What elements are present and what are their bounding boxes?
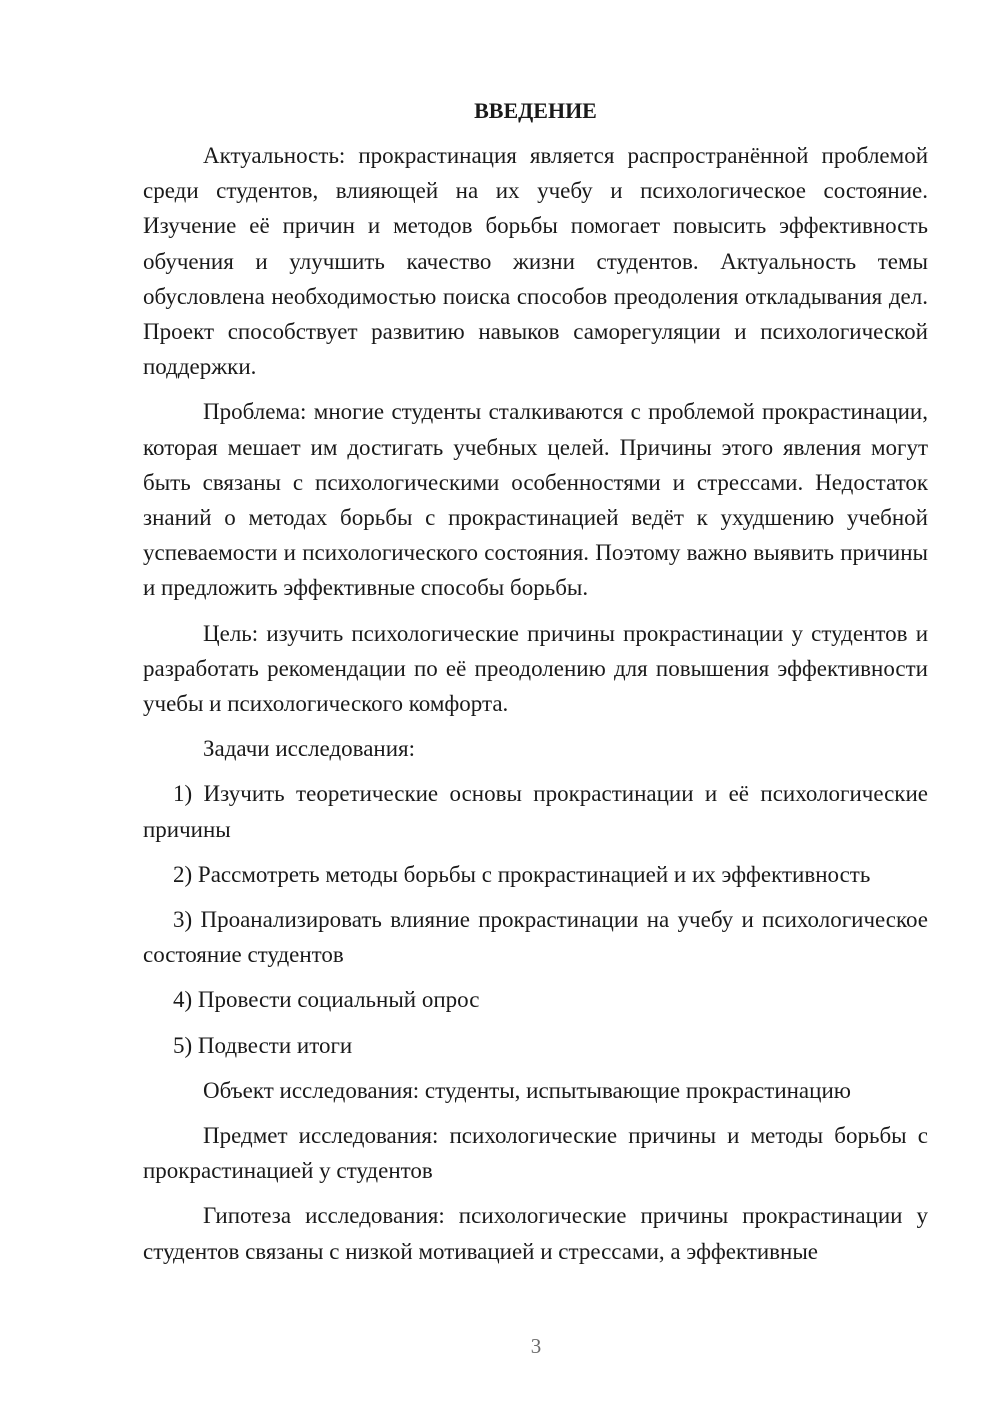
task-item: 1) Изучить теоретические основы прокрастинации и её психологические причины (143, 781, 928, 842)
subject-paragraph: Предмет исследования: психологические причины и методы борьбы с прокрастинацией у студентов (143, 1123, 928, 1184)
task-item: 2) Рассмотреть методы борьбы с прокрастинацией и их эффективность (173, 861, 871, 887)
goal-paragraph: Цель: изучить психологические причины прокрастинации у студентов и разработать рекомендации по её преодолению для повышения эффективности учебы и психологического комфорта. (143, 620, 928, 717)
section-heading: ВВЕДЕНИЕ (474, 98, 597, 123)
problem-paragraph: Проблема: многие студенты сталкиваются с проблемой прокрастинации, которая мешает им достигать учебных целей. Причины этого явления могут быть связаны с психологическими особенностями и стрессами. Недостаток знаний о методах борьбы с прокрастинацией ведёт к ухудшению учебной успеваемости и психологического состояния. Поэтому важно выявить причины и предложить эффективные способы борьбы. (143, 399, 928, 601)
task-item: 5) Подвести итоги (173, 1032, 353, 1058)
relevance-paragraph: Актуальность: прокрастинация является распространённой проблемой среди студентов, влияющей на их учебу и психологическое состояние. Изучение её причин и методов борьбы помогает повысить эффективность обучения и улучшить качество жизни студентов. Актуальность темы обусловлена необходимостью поиска способов преодоления откладывания дел. Проект способствует развитию навыков саморегуляции и психологической поддержки. (143, 143, 928, 380)
object-paragraph: Объект исследования: студенты, испытывающие прокрастинацию (203, 1077, 851, 1103)
hypothesis-paragraph: Гипотеза исследования: психологические причины прокрастинации у студентов связаны с низкой мотивацией и стрессами, а эффективные (143, 1203, 928, 1264)
page-number: 3 (530, 1334, 542, 1358)
page-content (143, 93, 928, 1279)
tasks-title: Задачи исследования: (203, 736, 416, 762)
task-item: 3) Проанализировать влияние прокрастинации на учебу и психологическое состояние студентов (143, 907, 928, 968)
task-item: 4) Провести социальный опрос (173, 987, 480, 1013)
